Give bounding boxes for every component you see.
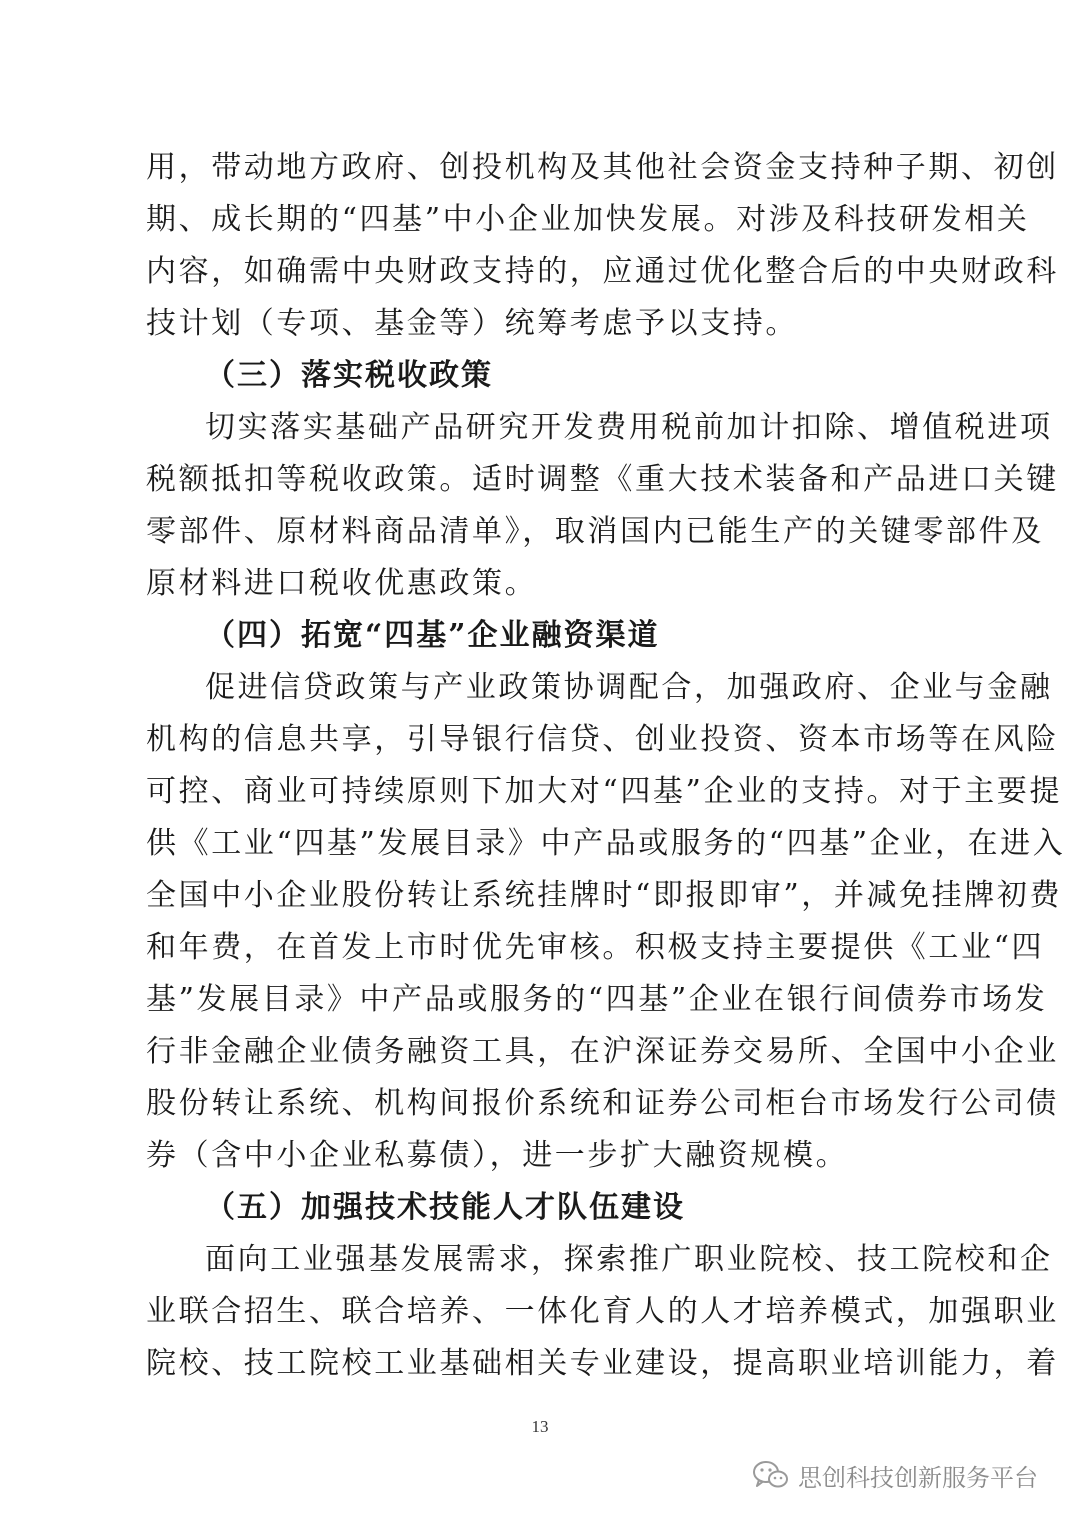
watermark — [752, 1460, 1038, 1490]
paragraph-line: 技计划（专项、基金等）统筹考虑予以支持。 — [146, 306, 798, 341]
paragraph-line: 可控、商业可持续原则下加大对“四基”企业的支持。对于主要提 — [146, 774, 1063, 809]
paragraph-line: 股份转让系统、机构间报价系统和证券公司柜台市场发行公司债 — [146, 1086, 1059, 1121]
paragraph-line: 零部件、原材料商品清单》，取消国内已能生产的关键零部件及 — [146, 514, 1044, 549]
paragraph-line: 行非金融企业债务融资工具，在沪深证券交易所、全国中小企业 — [146, 1034, 1059, 1069]
paragraph-line: 供《工业“四基”发展目录》中产品或服务的“四基”企业，在进入 — [146, 826, 1066, 861]
paragraph-line: 用，带动地方政府、创投机构及其他社会资金支持种子期、初创 — [146, 150, 1059, 185]
paragraph-line: 切实落实基础产品研究开发费用税前加计扣除、增值税进项 — [205, 410, 1053, 445]
wechat-icon — [752, 1460, 790, 1490]
paragraph-line: 业联合招生、联合培养、一体化育人的人才培养模式，加强职业 — [146, 1294, 1059, 1329]
paragraph-line: 全国中小企业股份转让系统挂牌时“即报即审”，并减免挂牌初费 — [146, 878, 1063, 913]
page-number: 13 — [531, 1417, 549, 1436]
watermark-text: 思创科技创新服务平台 — [798, 1463, 1038, 1492]
paragraph-line: 券（含中小企业私募债），进一步扩大融资规模。 — [146, 1138, 849, 1173]
paragraph-line: 基”发展目录》中产品或服务的“四基”企业在银行间债券市场发 — [146, 982, 1048, 1017]
paragraph-line: 税额抵扣等税收政策。适时调整《重大技术装备和产品进口关键 — [146, 462, 1059, 497]
paragraph-line: 面向工业强基发展需求，探索推广职业院校、技工院校和企 — [205, 1242, 1053, 1277]
section-heading: （五）加强技术技能人才队伍建设 — [205, 1190, 685, 1225]
paragraph-line: 期、成长期的“四基”中小企业加快发展。对涉及科技研发相关 — [146, 202, 1030, 237]
paragraph-line: 内容，如确需中央财政支持的，应通过优化整合后的中央财政科 — [146, 254, 1059, 289]
section-heading: （四）拓宽“四基”企业融资渠道 — [205, 618, 660, 653]
paragraph-line: 和年费，在首发上市时优先审核。积极支持主要提供《工业“四 — [146, 930, 1045, 965]
paragraph-line: 机构的信息共享，引导银行信贷、创业投资、资本市场等在风险 — [146, 722, 1059, 757]
paragraph-line: 院校、技工院校工业基础相关专业建设，提高职业培训能力，着 — [146, 1346, 1059, 1381]
paragraph-line: 促进信贷政策与产业政策协调配合，加强政府、企业与金融 — [205, 670, 1053, 705]
paragraph-line: 原材料进口税收优惠政策。 — [146, 566, 538, 601]
section-heading: （三）落实税收政策 — [205, 358, 493, 393]
